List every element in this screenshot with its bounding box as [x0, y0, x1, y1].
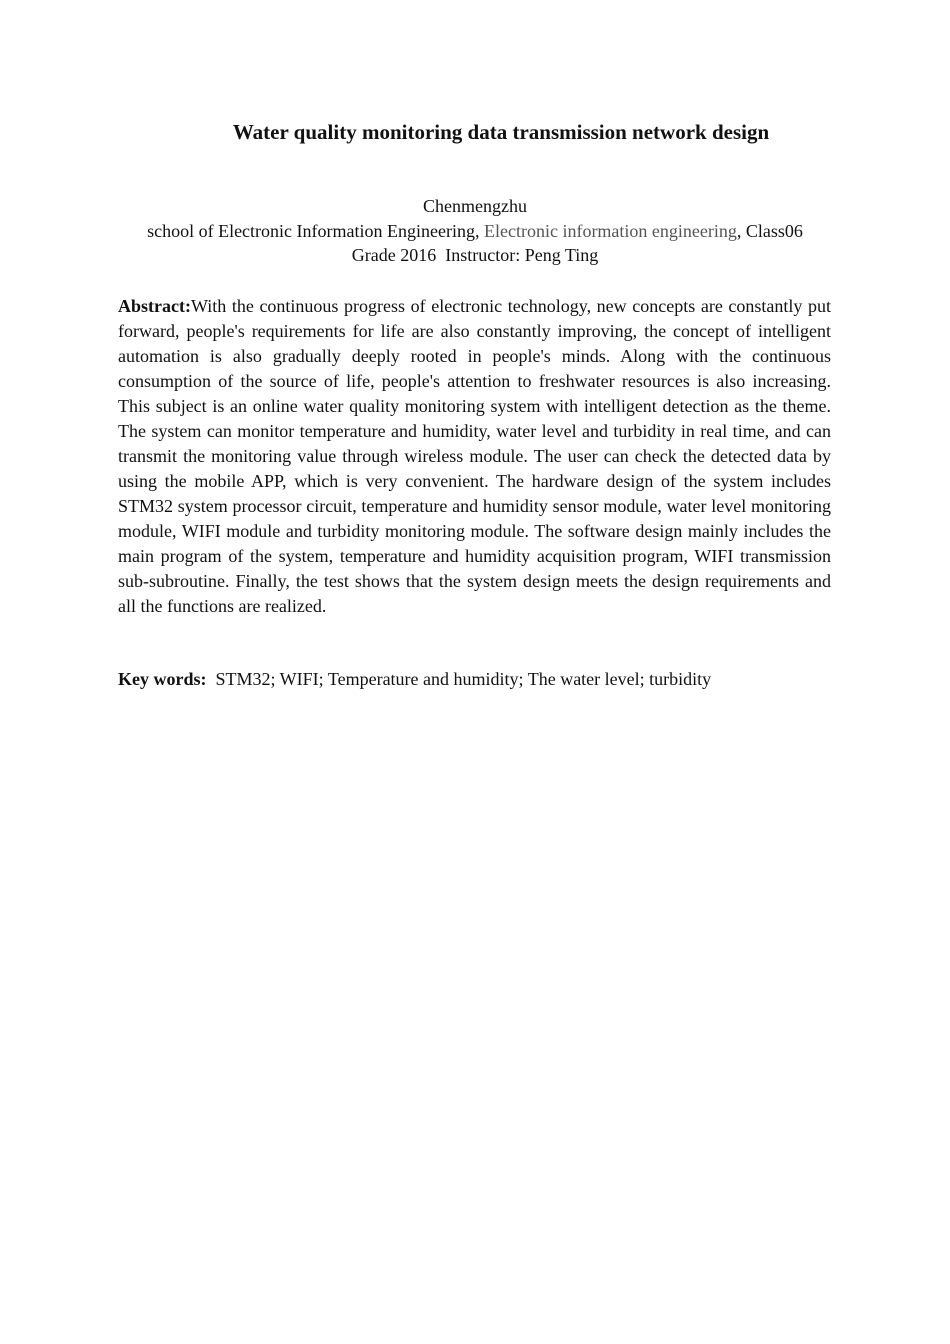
- grade-instructor: Grade 2016 Instructor: Peng Ting: [351, 245, 599, 265]
- affiliation-class: , Class06: [736, 220, 803, 241]
- paper-title: Water quality monitoring data transmission network design: [232, 120, 770, 144]
- affiliation-line: [0, 219, 950, 244]
- abstract-paragraph: [118, 294, 831, 619]
- author-name: Chenmengzhu: [423, 196, 527, 216]
- abstract-text: With the continuous progress of electronic technology, new concepts are constantly put forward, people's requirements for life are also constantly improving, the concept of intelligent automation is also gradually deeply rooted in people's minds. Along with the continuous consumption of the source of life, people's attention to freshwater resources is also increasing. This subject is an online water quality monitoring system with intelligent detection as the theme. The system can monitor temperature and humidity, water level and turbidity in real time, and can transmit the monitoring value through wireless module. The user can check the detected data by using the mobile APP, which is very convenient. The hardware design of the system includes STM32 system processor circuit, temperature and humidity sensor module, water level monitoring module, WIFI module and turbidity monitoring module. The software design mainly includes the main program of the system, temperature and humidity acquisition program, WIFI transmission sub-subroutine. Finally, the test shows that the system design meets the design requirements and all the functions are realized.: [118, 296, 831, 616]
- author-block: [0, 194, 950, 268]
- keywords-line: [118, 667, 831, 692]
- affiliation-school: school of Electronic Information Engineering,: [147, 220, 480, 241]
- keywords-label: Key words:: [118, 669, 207, 689]
- affiliation-major: Electronic information engineering: [483, 220, 737, 241]
- keywords-text: STM32; WIFI; Temperature and humidity; The water level; turbidity: [215, 669, 712, 689]
- abstract-label: Abstract:: [118, 296, 191, 316]
